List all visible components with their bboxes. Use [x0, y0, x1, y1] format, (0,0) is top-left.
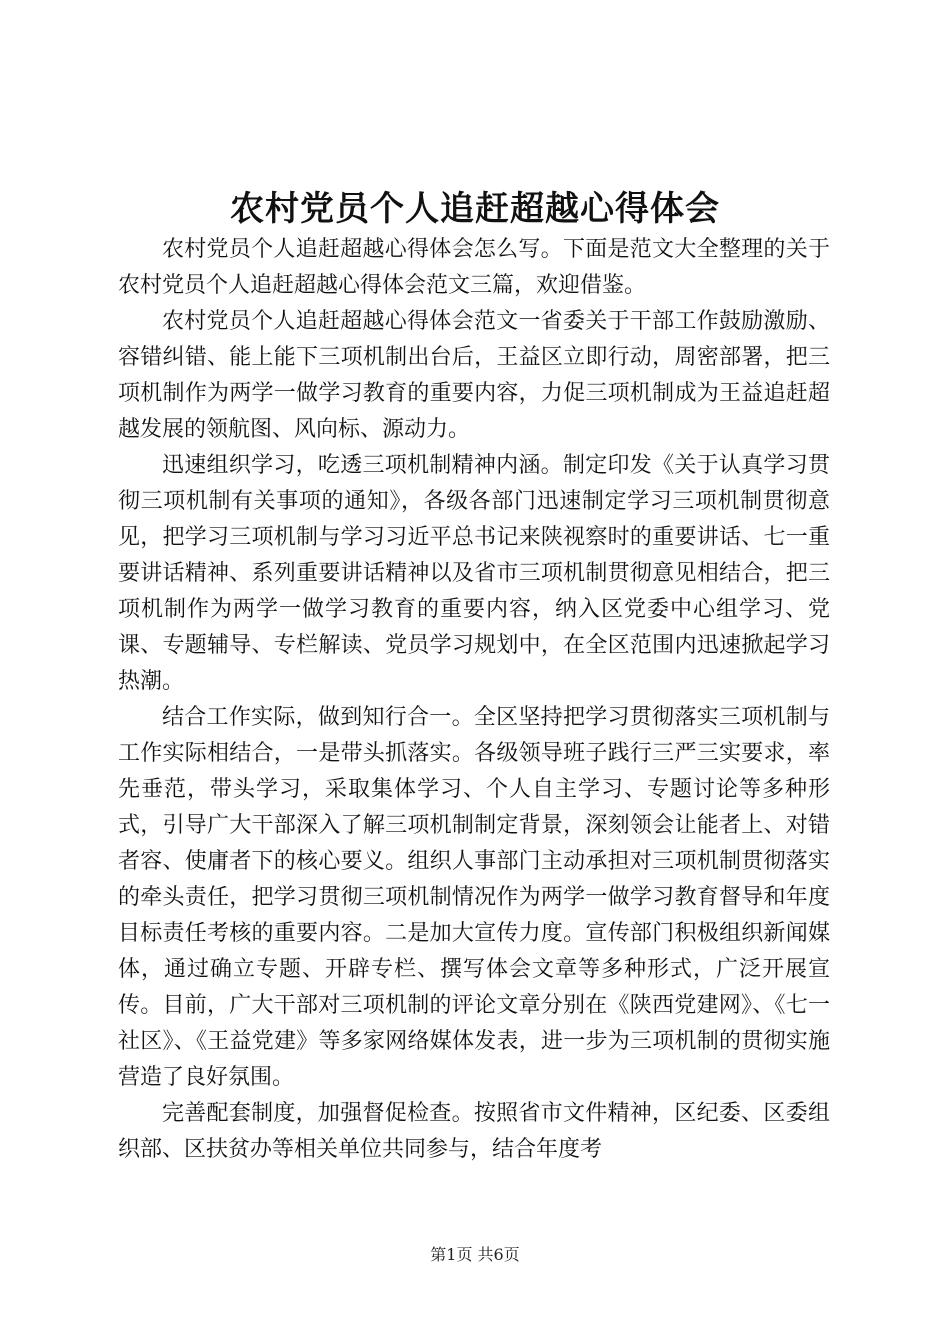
paragraph-work-practice: 结合工作实际，做到知行合一。全区坚持把学习贯彻落实三项机制与工作实际相结合，一是带头抓落实。各级领导班子践行三严三实要求，率先垂范，带头学习，采取集体学习、个人自主学习、专题讨论等多种形式，引导广大干部深入了解三项机制制定背景，深刻领会让能者上、对错者容、使庸者下的核心要义。组织人事部门主动承担对三项机制贯彻落实的牵头责任，把学习贯彻三项机制情况作为两学一做学习教育督导和年度目标责任考核的重要内容。二是加大宣传力度。宣传部门积极组织新闻媒体，通过确立专题、开辟专栏、撰写体会文章等多种形式，广泛开展宣传。目前，广大干部对三项机制的评论文章分别在《陕西党建网》、《七一社区》、《王益党建》等多家网络媒体发表，进一步为三项机制的贯彻实施营造了良好氛围。	[118, 705, 830, 1090]
paragraph-supporting-system: 完善配套制度，加强督促检查。按照省市文件精神，区纪委、区委组织部、区扶贫办等相关单位共同参与，结合年度考	[118, 1101, 830, 1162]
paragraph-sample-one: 农村党员个人追赶超越心得体会范文一省委关于干部工作鼓励激励、容错纠错、能上能下三项机制出台后，王益区立即行动，周密部署，把三项机制作为两学一做学习教育的重要内容，力促三项机制成为王益追赶超越发展的领航图、风向标、源动力。	[118, 309, 830, 442]
paragraph-organize-study: 迅速组织学习，吃透三项机制精神内涵。制定印发《关于认真学习贯彻三项机制有关事项的通知》，各级各部门迅速制定学习三项机制贯彻意见，把学习三项机制与学习习近平总书记来陕视察时的重要讲话、七一重要讲话精神、系列重要讲话精神以及省市三项机制贯彻意见相结合，把三项机制作为两学一做学习教育的重要内容，纳入区党委中心组学习、党课、专题辅导、专栏解读、党员学习规划中，在全区范围内迅速掀起学习热潮。	[118, 453, 830, 694]
page-footer: 第1页 共6页	[430, 1245, 520, 1264]
document-body	[118, 232, 830, 1168]
paragraph-intro: 农村党员个人追赶超越心得体会怎么写。下面是范文大全整理的关于农村党员个人追赶超越心得体会范文三篇，欢迎借鉴。	[118, 237, 830, 298]
document-title: 农村党员个人追赶超越心得体会	[230, 189, 720, 229]
